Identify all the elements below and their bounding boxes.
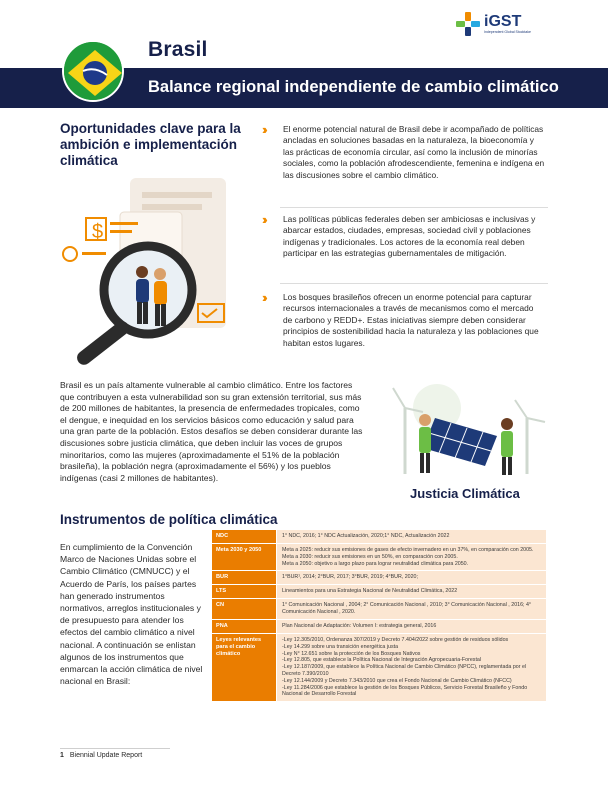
policy-row-line: -Ley 14.299 sobre una transición energética justa <box>282 643 399 650</box>
policy-row-line: -Ley N° 12.651 sobre la protección de los Bosques Nativos <box>282 650 421 657</box>
svg-text:$: $ <box>92 221 104 243</box>
policy-row-key: CN <box>212 599 276 619</box>
policy-row-value <box>276 599 546 619</box>
policy-row-line: 1° Comunicación Nacional , 2004; 2° Comunicación Nacional , 2010; 3° Comunicación Nacional , 2016; 4° Comunicación Nacional , 2020. <box>282 602 532 616</box>
page-subtitle: Balance regional independiente de cambio climático <box>148 78 559 96</box>
policy-table-row <box>212 530 546 544</box>
policy-row-line: -Ley 12.144/2009 y Decreto 7.343/2010 que crea el Fondo Nacional de Cambio Climático (NFCC) <box>282 677 512 684</box>
policy-row-line: Lineamientos para una Estrategia Nacional de Neutralidad Climática, 2022 <box>282 588 458 595</box>
policy-row-line: -Ley 12.805, que establece la Política Nacional de Integración Agropecuaria-Forestal <box>282 657 482 664</box>
solar-panel-wind-illustration <box>375 378 560 478</box>
policy-row-value <box>276 544 546 570</box>
policy-row-line: 1°BUR¹, 2014; 2°BUR, 2017; 3°BUR, 2019; 4°BUR, 2020; <box>282 574 418 581</box>
policy-table-row <box>212 544 546 571</box>
policy-row-value <box>276 585 546 598</box>
justicia-climatica-label: Justicia Climática <box>410 486 520 501</box>
policy-row-line: 1° NDC, 2016; 1° NDC Actualización, 2020;1° NDC, Actualización 2022 <box>282 533 450 539</box>
policy-row-key: PNA <box>212 620 276 633</box>
policy-row-key: LTS <box>212 585 276 598</box>
policy-row-line: Meta a 2050: objetivo a largo plazo para lograr neutralidad climática para 2050. <box>282 560 469 567</box>
policy-table-row <box>212 585 546 599</box>
policy-row-key: BUR <box>212 571 276 584</box>
opportunity-bullet <box>262 214 545 260</box>
divider <box>280 283 548 284</box>
policy-table-row <box>212 599 546 620</box>
policy-row-value <box>276 634 546 701</box>
opportunity-text: Las políticas públicas federales deben ser ambiciosas e inclusivas y abarcar estados, ciudades, empresas, sociedad civil y poblaciones indígenas y tradicionales. Los actores de la economía real deben participar en las estrategias gubernamentales de mitigación. <box>283 214 536 259</box>
chevron-double-icon: ›› <box>262 122 265 137</box>
logo-tagline: Independent Global Stocktake <box>484 30 531 34</box>
footnote-number: 1 <box>60 752 64 759</box>
opportunity-text: El enorme potencial natural de Brasil debe ir acompañado de políticas ancladas en soluciones basadas en la naturaleza, la bioeconomía y las prácticas de economía circular, así como la inclusión de minorías sociales, como la población afrodescendiente, femenina e indígena en las discusiones sobre el cambio climático. <box>283 124 545 180</box>
opportunity-bullet <box>262 124 545 181</box>
magnifier-documents-illustration <box>52 172 262 368</box>
policy-row-key: NDC <box>212 530 276 543</box>
opportunities-heading: Oportunidades clave para la ambición e implementación climática <box>60 121 241 168</box>
policy-row-value <box>276 530 546 543</box>
country-title: Brasil <box>148 38 208 61</box>
policy-heading: Instrumentos de política climática <box>60 512 278 527</box>
policy-row-key: Leyes relevantes para el cambio climático <box>212 634 276 701</box>
footnote-text: Biennial Update Report <box>69 752 143 759</box>
footnote-divider <box>60 748 170 749</box>
policy-table-row <box>212 620 546 634</box>
chevron-double-icon: ›› <box>262 290 265 305</box>
policy-intro: En cumplimiento de la Convención Marco de Naciones Unidas sobre el Cambio Climático (CMNUCC) y el Acuerdo de París, los países partes han generado instrumentos normativos, arreglos institucionales y de presupuesto para atender los efectos del cambio climático a nivel nacional. A continuación se enlistan algunos de los instrumentos que enmarcan la acción climática de nivel nacional en Brasil: <box>60 542 203 687</box>
policy-row-line: -Ley 12.187/2009, que establece la Política Nacional de Cambio Climático (NPCC), reglamentada por el Decreto 7.390/2010 <box>282 664 527 677</box>
policy-row-line: -Ley 12.305/2010, Ordenanza 307/2019 y Decreto 7.404/2022 sobre gestión de residuos sólidos <box>282 636 509 643</box>
opportunity-text: Los bosques brasileños ofrecen un enorme potencial para capturar recursos internacionales a través de mecanismos como el mercado de carbono y REDD+. Estas iniciativas siempre deben considerar principios de sostenibilidad hacia la naturaleza y las poblaciones que habitan estos lugares. <box>283 292 539 348</box>
policy-row-line: Plan Nacional de Adaptación: Volumen I: estrategia general, 2016 <box>282 622 437 629</box>
divider <box>280 207 548 208</box>
brazil-flag-icon <box>62 40 124 102</box>
vulnerability-paragraph: Brasil es un país altamente vulnerable al cambio climático. Entre los factores que contribuyen a esta vulnerabilidad son su gran extensión territorial, sus más de 200 millones de habitantes, la presencia de enfermedades tropicales, como el dengue, e inequidad en los servicios básicos como educación y salud para una gran parte de la población. Estos desafíos se deben considerar durante las discusiones sobre justicia climática, que deben incluir las voces de grupos minoritarios, como las mujeres (aproximadamente el 51% de la población brasileña), la población negra (aproximadamente el 56%) y los pueblos indígenas (casi 2 millones de habitantes). <box>60 380 363 483</box>
opportunity-bullet <box>262 292 545 349</box>
policy-row-value <box>276 571 546 584</box>
policy-row-key: Meta 2030 y 2050 <box>212 544 276 570</box>
policy-table <box>212 530 546 702</box>
igst-logo-icon <box>456 12 480 36</box>
policy-table-row <box>212 634 546 702</box>
logo-name: iGST <box>484 13 522 30</box>
policy-row-line: Meta a 2025: reducir sus emisiones de gases de efecto invernadero en un 37%, en comparación con 2005. <box>282 547 534 553</box>
chevron-double-icon: ›› <box>262 212 265 227</box>
footnote <box>60 752 142 759</box>
policy-row-line: Meta a 2030: reducir sus emisiones en un 50%, en comparación con 2005. <box>282 553 458 560</box>
policy-row-line: -Ley 11.284/2006 que establece la gestión de los Bosques Públicos, Servicio Forestal Brasileño y Fondo Nacional de Desarrollo Forestal <box>282 684 528 698</box>
policy-table-row <box>212 571 546 585</box>
igst-logo <box>456 12 531 36</box>
policy-row-value <box>276 620 546 633</box>
